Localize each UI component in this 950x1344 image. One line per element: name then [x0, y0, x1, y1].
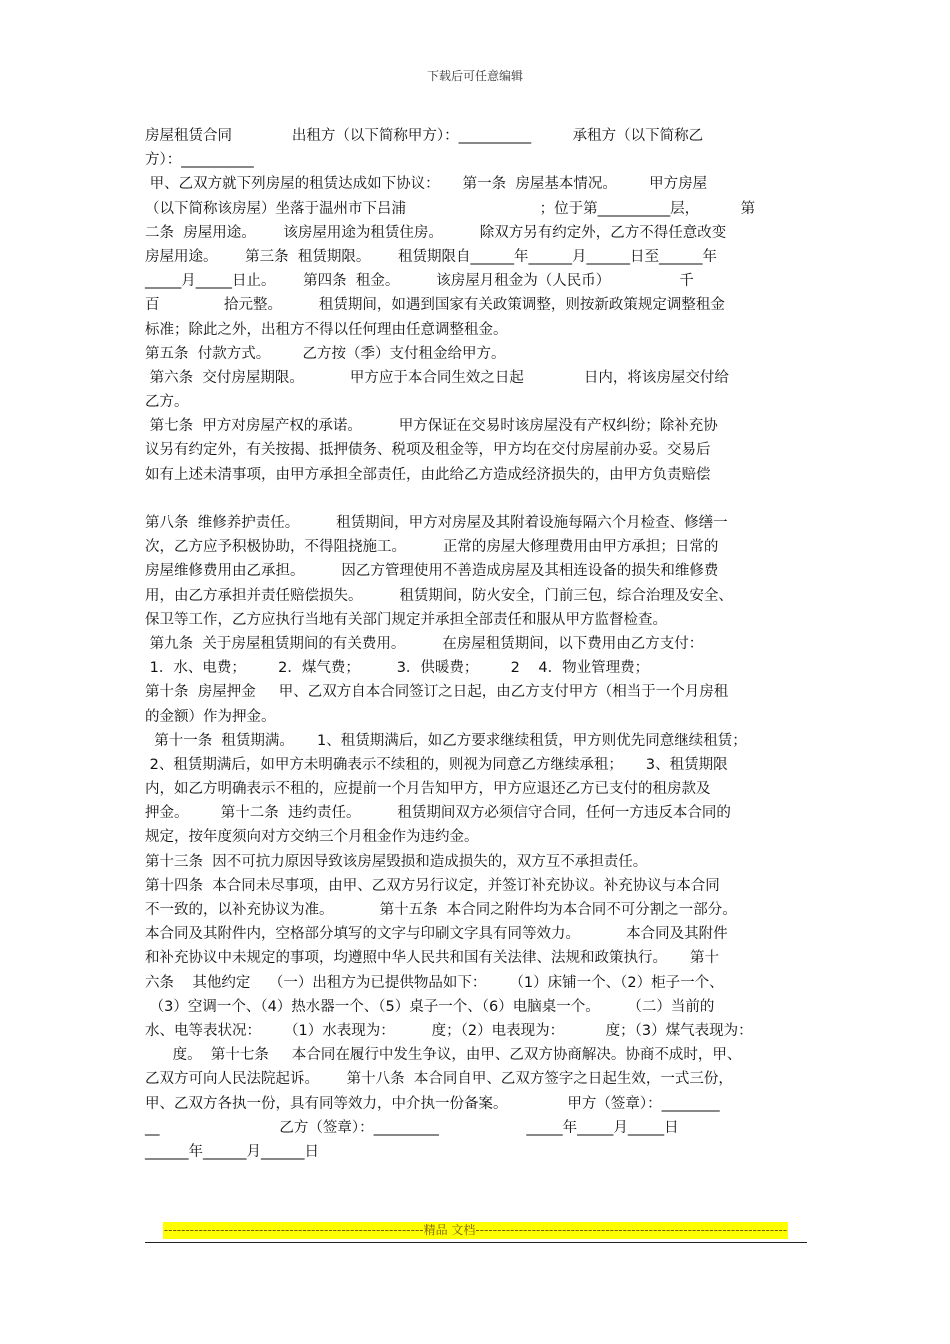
- contract-line: 乙双方可向人民法院起诉。 第十八条 本合同自甲、乙双方签字之日起生效，一式三份，: [145, 1071, 733, 1088]
- contract-line: 第十一条 租赁期满。 1、租赁期满后，如乙方要求继续租赁，甲方则优先同意继续租赁；: [145, 732, 747, 749]
- contract-line: 第七条 甲方对房屋产权的承诺。 甲方保证在交易时该房屋没有产权纠纷；除补充协: [145, 418, 718, 435]
- contract-line: 标准；除此之外，出租方不得以任何理由任意调整租金。: [145, 321, 508, 338]
- contract-line: 不一致的，以补充协议为准。 第十五条 本合同之附件均为本合同不可分割之一部分。: [145, 902, 737, 918]
- contract-line: 房屋租赁合同 出租方（以下简称甲方）：__________ 承租方（以下简称乙: [145, 128, 704, 144]
- contract-line: __ 乙方（签章）：_________ _____年_____月_____日: [145, 1119, 679, 1136]
- contract-line: 六条 其他约定 （一）出租方为已提供物品如下： （1）床铺一个、（2）柜子一个、: [145, 974, 724, 991]
- contract-line: 第十四条 本合同未尽事项，由甲、乙双方另行议定，并签订补充协议。补充协议与本合同: [145, 877, 720, 894]
- contract-line: 和补充协议中未规定的事项，均遵照中华人民共和国有关法律、法规和政策执行。 第十: [145, 950, 720, 967]
- contract-line: （以下简称该房屋）坐落于温州市下吕浦 ；位于第__________层， 第: [145, 200, 756, 217]
- contract-line: 第五条 付款方式。 乙方按（季）支付租金给甲方。: [145, 345, 506, 362]
- contract-line: [145, 487, 810, 511]
- contract-line: 本合同及其附件内，空格部分填写的文字与印刷文字具有同等效力。 本合同及其附件: [145, 926, 728, 943]
- contract-line: 规定，按年度须向对方交纳三个月租金作为违约金。: [145, 829, 479, 846]
- contract-line: 的金额）作为押金。: [145, 708, 276, 725]
- footer-rule: [145, 1242, 807, 1243]
- contract-line: 房屋用途。 第三条 租赁期限。 租赁期限自______年______月______日至______年: [145, 248, 718, 265]
- contract-body: [145, 124, 810, 1164]
- contract-line: 第六条 交付房屋期限。 甲方应于本合同生效之日起 日内，将该房屋交付给: [145, 369, 729, 386]
- contract-line: 房屋维修费用由乙承担。 因乙方管理使用不善造成房屋及其相连设备的损失和维修费: [145, 563, 719, 580]
- contract-line: 如有上述未清事项，由甲方承担全部责任，由此给乙方造成经济损失的，由甲方负责赔偿: [145, 466, 711, 483]
- contract-line: （3）空调一个、（4）热水器一个、（5）桌子一个、（6）电脑桌一个。 （二）当前的: [145, 998, 715, 1015]
- contract-line: 甲、乙双方就下列房屋的租赁达成如下协议： 第一条 房屋基本情况。 甲方房屋: [145, 176, 708, 193]
- contract-line: 度。 第十七条 本合同在履行中发生争议，由甲、乙双方协商解决。协商不成时，甲、: [145, 1047, 742, 1064]
- contract-line: 第十三条 因不可抗力原因导致该房屋毁损和造成损失的，双方互不承担责任。: [145, 853, 648, 870]
- contract-line: 甲、乙双方各执一份，具有同等效力，中介执一份备案。 甲方（签章）：________: [145, 1095, 720, 1112]
- contract-line: 内，如乙方明确表示不租的，应提前一个月告知甲方，甲方应退还乙方已支付的租房款及: [145, 781, 711, 798]
- contract-line: 第十条 房屋押金 甲、乙双方自本合同签订之日起，由乙方支付甲方（相当于一个月房租: [145, 684, 729, 701]
- contract-line: 水、电等表状况： （1）水表现为： 度；（2）电表现为： 度；（3）煤气表现为：: [145, 1022, 753, 1039]
- contract-line: 第九条 关于房屋租赁期间的有关费用。 在房屋租赁期间，以下费用由乙方支付：: [145, 635, 704, 652]
- footer-banner: ------------------------------------------------------------精品 文档------------------------------------------------------------------------: [163, 1223, 788, 1237]
- contract-line: 第八条 维修养护责任。 租赁期间，甲方对房屋及其附着设施每隔六个月检查、修缮一: [145, 515, 728, 531]
- contract-line: ______年______月______日: [145, 1143, 319, 1160]
- contract-line: 用，由乙方承担并责任赔偿损失。 租赁期间，防火安全，门前三包，综合治理及安全、: [145, 587, 733, 604]
- contract-line: 1．水、电费； 2．煤气费； 3．供暖费； 2 4．物业管理费；: [145, 660, 650, 677]
- contract-line: 议另有约定外，有关按揭、抵押债务、税项及租金等，甲方均在交付房屋前办妥。交易后: [145, 442, 711, 459]
- page-header-note: 下载后可任意编辑: [426, 69, 523, 83]
- contract-line: 次，乙方应予积极协助，不得阻挠施工。 正常的房屋大修理费用由甲方承担；日常的: [145, 539, 719, 556]
- contract-line: 百 拾元整。 租赁期间，如遇到国家有关政策调整，则按新政策规定调整租金: [145, 297, 725, 314]
- contract-line: 方）：__________: [145, 152, 254, 169]
- contract-line: 保卫等工作，乙方应执行当地有关部门规定并承担全部责任和服从甲方监督检查。: [145, 611, 667, 628]
- contract-line: _____月_____日止。 第四条 租金。 该房屋月租金为（人民币） 千: [145, 273, 694, 290]
- contract-line: 2、租赁期满后，如甲方未明确表示不续租的，则视为同意乙方继续承租； 3、租赁期限: [145, 756, 728, 773]
- contract-line: 二条 房屋用途。 该房屋用途为租赁住房。 除双方另有约定外，乙方不得任意改变: [145, 224, 727, 241]
- contract-line: 乙方。: [145, 394, 189, 411]
- contract-line: 押金。 第十二条 违约责任。 租赁期间双方必须信守合同，任何一方违反本合同的: [145, 805, 731, 822]
